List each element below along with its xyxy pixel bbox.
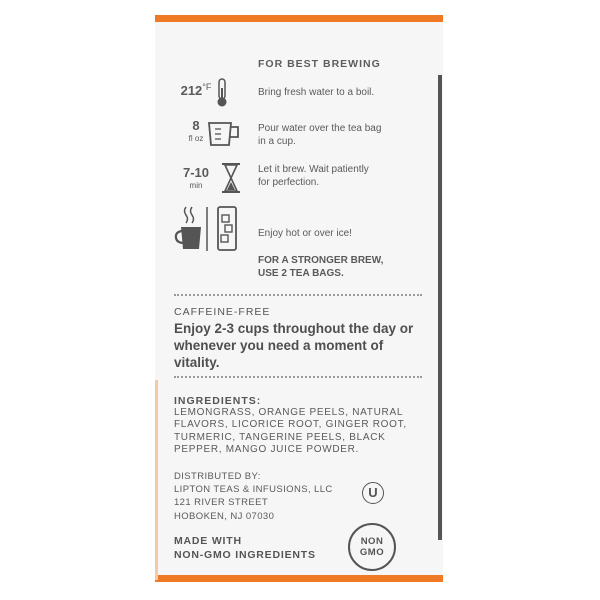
non-gmo-statement — [174, 534, 316, 562]
hourglass-icon — [221, 162, 241, 199]
step-serve-text: Enjoy hot or over ice! — [258, 228, 352, 239]
step-volume-unit: fl oz — [188, 134, 204, 143]
distributor-block — [174, 470, 333, 523]
step-volume-value: 8 — [192, 118, 200, 133]
step-time-text-content: Let it brew. Wait patiently for perfection. — [258, 164, 369, 188]
tip-line-2: USE 2 TEA BAGS. — [258, 268, 344, 279]
thermometer-icon — [214, 78, 230, 113]
side-orange-edge — [155, 380, 158, 580]
step-temperature-value: 212 — [180, 83, 203, 98]
stronger-brew-tip — [258, 254, 383, 280]
step-volume-text-content: Pour water over the tea bag in a cup. — [258, 123, 382, 147]
step-time-unit: min — [189, 181, 203, 190]
seal-line-1: NON — [360, 536, 384, 547]
caffeine-heading: CAFFEINE-FREE — [174, 306, 271, 318]
kosher-certification-icon: U — [362, 482, 384, 504]
step-time — [170, 166, 222, 192]
divider-1 — [174, 294, 422, 296]
brewing-heading: FOR BEST BREWING — [258, 58, 381, 70]
distributor-line-3: 121 RIVER STREET — [174, 497, 269, 509]
step-temperature-text: Bring fresh water to a boil. — [258, 87, 375, 98]
ingredients-heading: INGREDIENTS: — [174, 395, 262, 407]
distributor-line-1: DISTRIBUTED BY: — [174, 471, 261, 482]
divider-2 — [174, 376, 422, 378]
non-gmo-seal-icon — [348, 523, 396, 571]
seal-line-2: GMO — [359, 547, 385, 558]
distributor-line-2: LIPTON TEAS & INFUSIONS, LLC — [174, 484, 333, 496]
distributor-line-4: HOBOKEN, NJ 07030 — [174, 510, 275, 522]
caffeine-text: Enjoy 2-3 cups throughout the day or whenever you need a moment of vitality. — [174, 321, 414, 370]
made-line-2: NON-GMO INGREDIENTS — [174, 549, 316, 561]
top-orange-strip — [155, 15, 443, 22]
made-line-1: MADE WITH — [174, 535, 242, 547]
tip-line-1: FOR A STRONGER BREW, — [258, 255, 384, 266]
step-time-value: 7-10 — [182, 165, 210, 180]
mug-and-iced-glass-icon — [174, 203, 244, 258]
step-time-text — [258, 163, 383, 189]
panel-edge — [438, 75, 442, 540]
step-temperature-unit: °F — [202, 82, 212, 92]
ingredients-text: LEMONGRASS, ORANGE PEELS, NATURAL FLAVORS, LICORICE ROOT, GINGER ROOT, TURMERIC, TANGERINE PEELS, BLACK PEPPER, MANGO JUICE POWDER. — [174, 407, 407, 456]
step-volume-text — [258, 122, 388, 148]
measuring-cup-icon — [205, 119, 243, 152]
bottom-orange-strip — [155, 575, 443, 582]
